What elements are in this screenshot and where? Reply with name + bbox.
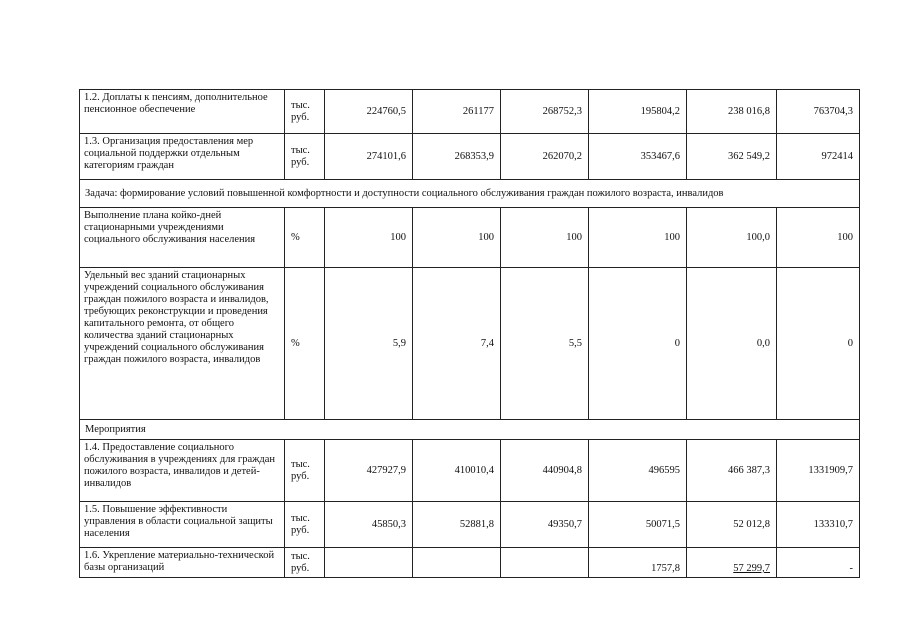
value-cell: 49350,7 (501, 502, 589, 548)
value-cell: 195804,2 (589, 90, 687, 134)
table-row (80, 548, 860, 578)
value-cell: 100,0 (687, 208, 777, 268)
value-cell: 133310,7 (777, 502, 860, 548)
value-cell: 45850,3 (325, 502, 413, 548)
value-cell: 1757,8 (589, 548, 687, 578)
value-cell: 763704,3 (777, 90, 860, 134)
row-unit: % (285, 268, 325, 420)
table-row (80, 90, 860, 134)
value-cell: 50071,5 (589, 502, 687, 548)
value-cell: 5,5 (501, 268, 589, 420)
value-cell: 224760,5 (325, 90, 413, 134)
value-cell: 100 (777, 208, 860, 268)
value-cell: 57 299,7 (687, 548, 777, 578)
table-row (80, 502, 860, 548)
table-row (80, 208, 860, 268)
table-row (80, 420, 860, 440)
value-cell: 972414 (777, 134, 860, 180)
row-name: 1.5. Повышение эффективности управления в области социальной защиты населения (80, 502, 285, 548)
table-row (80, 440, 860, 502)
table-row (80, 134, 860, 180)
value-cell: 100 (325, 208, 413, 268)
value-cell (413, 548, 501, 578)
value-cell: 440904,8 (501, 440, 589, 502)
value-cell: 1331909,7 (777, 440, 860, 502)
value-cell: 0,0 (687, 268, 777, 420)
value-cell: 100 (501, 208, 589, 268)
value-cell (325, 548, 413, 578)
value-cell: 52 012,8 (687, 502, 777, 548)
value-cell: 0 (589, 268, 687, 420)
value-cell: 362 549,2 (687, 134, 777, 180)
value-cell: 466 387,3 (687, 440, 777, 502)
value-cell: 353467,6 (589, 134, 687, 180)
row-unit: тыс. руб. (285, 440, 325, 502)
value-cell: 496595 (589, 440, 687, 502)
value-cell: 262070,2 (501, 134, 589, 180)
value-cell: 410010,4 (413, 440, 501, 502)
indicators-table (79, 89, 860, 578)
row-unit: тыс. руб. (285, 502, 325, 548)
value-cell: 0 (777, 268, 860, 420)
row-name: 1.3. Организация предоставления мер социальной поддержки отдельным категориям граждан (80, 134, 285, 180)
task-heading: Задача: формирование условий повышенной комфортности и доступности социального обслуживания граждан пожилого возраста, инвалидов (80, 180, 860, 208)
value-cell: 7,4 (413, 268, 501, 420)
value-cell: 268752,3 (501, 90, 589, 134)
row-unit: тыс. руб. (285, 90, 325, 134)
table-row (80, 180, 860, 208)
row-name: 1.6. Укрепление материально-технической базы организаций (80, 548, 285, 578)
section-heading: Мероприятия (80, 420, 860, 440)
value-cell: 100 (413, 208, 501, 268)
value-cell: 52881,8 (413, 502, 501, 548)
value-cell: 274101,6 (325, 134, 413, 180)
value-cell: 261177 (413, 90, 501, 134)
value-cell: 100 (589, 208, 687, 268)
table-row (80, 268, 860, 420)
row-name: 1.4. Предоставление социального обслуживания в учреждениях для граждан пожилого возраста, инвалидов и детей-инвалидов (80, 440, 285, 502)
row-name: Удельный вес зданий стационарных учреждений социального обслуживания граждан пожилого возраста и инвалидов, требующих реконструкции и проведения капитального ремонта, от общего количества зданий стационарных учреждений социального обслуживания граждан пожилого возраста, инвалидов (80, 268, 285, 420)
value-cell: 5,9 (325, 268, 413, 420)
row-name: 1.2. Доплаты к пенсиям, дополнительное пенсионное обеспечение (80, 90, 285, 134)
row-unit: % (285, 208, 325, 268)
value-cell: - (777, 548, 860, 578)
row-name: Выполнение плана койко-дней стационарными учреждениями социального обслуживания населения (80, 208, 285, 268)
value-cell: 238 016,8 (687, 90, 777, 134)
row-unit: тыс. руб. (285, 548, 325, 578)
value-cell (501, 548, 589, 578)
row-unit: тыс. руб. (285, 134, 325, 180)
value-cell: 268353,9 (413, 134, 501, 180)
value-cell: 427927,9 (325, 440, 413, 502)
